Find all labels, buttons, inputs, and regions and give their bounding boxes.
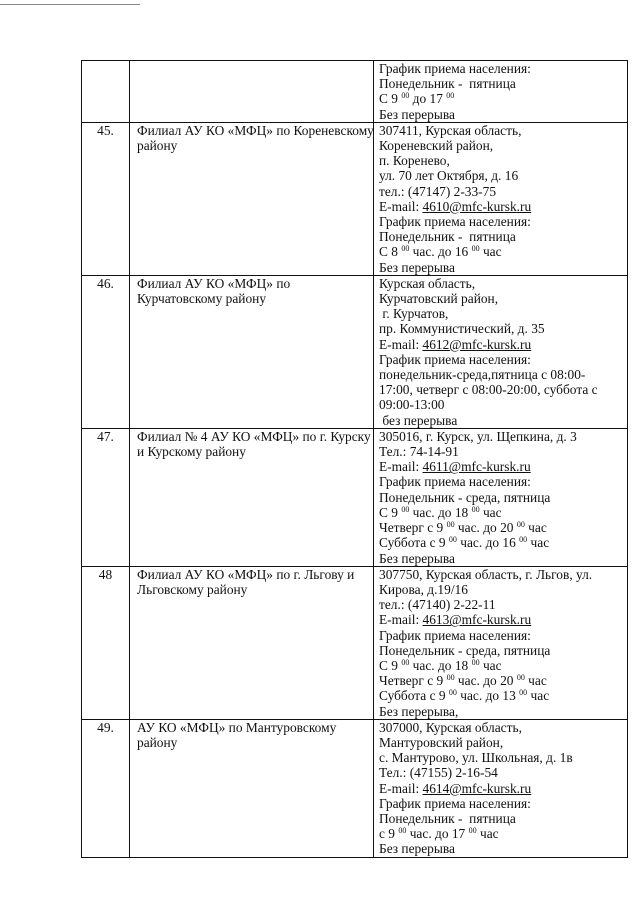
row-number: 48 [82,566,130,719]
text-line: Понедельник - пятница [379,810,516,826]
text-line: АУ КО «МФЦ» по Мантуровскому [137,719,337,735]
text-line: Филиал АУ КО «МФЦ» по [137,275,291,291]
email-address: 4611@mfc-kursk.ru [422,459,531,475]
text-line: Суббота с 9 $^{00}$ час. до 13 $^{00}$ час [379,688,550,704]
email-address: 4610@mfc-kursk.ru [422,198,532,214]
text-line: График приема населения: [379,351,531,367]
text-line: 305016, г. Курск, ул. Щепкина, д. 3 [379,428,577,444]
row-number: 47. [82,428,130,566]
table-row [82,122,628,275]
text-line: району [137,138,178,154]
text-line: 307750, Курская область, г. Льгов, ул. [379,566,593,582]
text-line: ул. 70 лет Октября, д. 16 [379,168,519,184]
branch-name [130,122,374,275]
text-line: с. Мантурово, ул. Школьная, д. 1в [379,750,573,766]
row-number: 45. [82,122,130,275]
text-line: График приема населения: [379,627,531,643]
text-line: С 9 $^{00}$ час. до 18 $^{00}$ час [379,504,502,520]
email-address: 4613@mfc-kursk.ru [422,612,532,628]
text-line: График приема населения: [379,795,531,811]
text-line: с 9 $^{00}$ час. до 17 $^{00}$ час [379,826,499,842]
text-line: п. Коренево, [379,153,450,169]
text-line: Без перерыва [379,550,455,566]
text-line: Курская область, [379,275,476,291]
branch-contact-info [374,566,628,719]
text-line: График приема населения: [379,214,531,230]
text-line: Кореневский район, [379,138,494,154]
text-line: Без перерыва [379,259,455,275]
branch-contact-info [374,122,628,275]
text-line: и Курскому району [137,444,246,460]
text-line: Без перерыва [379,841,455,857]
table-row [82,428,628,566]
branch-contact-info [374,61,628,123]
branch-name [130,275,374,428]
text-line: Понедельник - среда, пятница [379,489,551,505]
top-rule [0,4,140,5]
text-line: 307411, Курская область, [379,122,522,138]
text-line: Без перерыва [379,106,455,122]
email-address: 4614@mfc-kursk.ru [422,780,532,796]
text-line: Филиал АУ КО «МФЦ» по г. Льгову и [137,566,355,582]
branch-name [130,719,374,857]
text-line: Тел.: 74-14-91 [379,444,459,460]
text-line: С 9 $^{00}$ до 17 $^{00}$ [379,91,455,107]
text-line: Кирова, д.19/16 [379,581,468,597]
text-line: Четверг с 9 $^{00}$ час. до 20 $^{00}$ час [379,520,547,536]
text-line: С 8 $^{00}$ час. до 16 $^{00}$ час [379,244,502,260]
row-number: 46. [82,275,130,428]
text-line: E-mail: 4610@mfc-kursk.ru [379,198,532,214]
text-line: Филиал АУ КО «МФЦ» по Кореневскому [137,122,374,138]
text-line: График приема населения: [379,474,531,490]
text-line: Понедельник - пятница [379,229,516,245]
text-line: E-mail: 4613@mfc-kursk.ru [379,612,532,628]
text-line: Понедельник - пятница [379,76,516,92]
branch-name [130,61,374,123]
mfc-branches-table [81,60,628,858]
row-number: 49. [82,719,130,857]
text-line: E-mail: 4611@mfc-kursk.ru [379,459,531,475]
text-line: E-mail: 4612@mfc-kursk.ru [379,336,532,352]
text-line: понедельник-среда,пятница с 08:00- [379,367,586,383]
branch-name [130,428,374,566]
text-line: тел.: (47140) 2-22-11 [379,597,496,613]
branch-contact-info [374,428,628,566]
text-line: График приема населения: [379,61,531,76]
text-line: Суббота с 9 $^{00}$ час. до 16 $^{00}$ час [379,535,550,551]
text-line: 09:00-13:00 [379,397,445,413]
table-row [82,719,628,857]
text-line: Четверг с 9 $^{00}$ час. до 20 $^{00}$ час [379,673,547,689]
text-line: Тел.: (47155) 2-16-54 [379,765,498,781]
text-line: Без перерыва, [379,703,459,719]
table-row [82,275,628,428]
text-line: Понедельник - среда, пятница [379,642,551,658]
text-line: С 9 $^{00}$ час. до 18 $^{00}$ час [379,657,502,673]
text-line: Курчатовский район, [379,291,499,307]
text-line: E-mail: 4614@mfc-kursk.ru [379,780,532,796]
text-line: г. Курчатов, [379,306,449,322]
text-line: району [137,734,178,750]
text-line: Филиал № 4 АУ КО «МФЦ» по г. Курску [137,428,371,444]
text-line: 17:00, четверг с 08:00-20:00, суббота с [379,382,598,398]
row-number [82,61,130,123]
text-line: пр. Коммунистический, д. 35 [379,321,545,337]
branch-contact-info [374,275,628,428]
text-line: 307000, Курская область, [379,719,522,735]
text-line: Курчатовскому району [137,291,267,307]
text-line: Мантуровский район, [379,734,504,750]
text-line: тел.: (47147) 2-33-75 [379,183,497,199]
branch-name [130,566,374,719]
text-line: Льговскому району [137,581,248,597]
table-row [82,566,628,719]
table-row [82,61,628,123]
email-address: 4612@mfc-kursk.ru [422,336,532,352]
text-line: без перерыва [379,412,458,428]
branch-contact-info [374,719,628,857]
